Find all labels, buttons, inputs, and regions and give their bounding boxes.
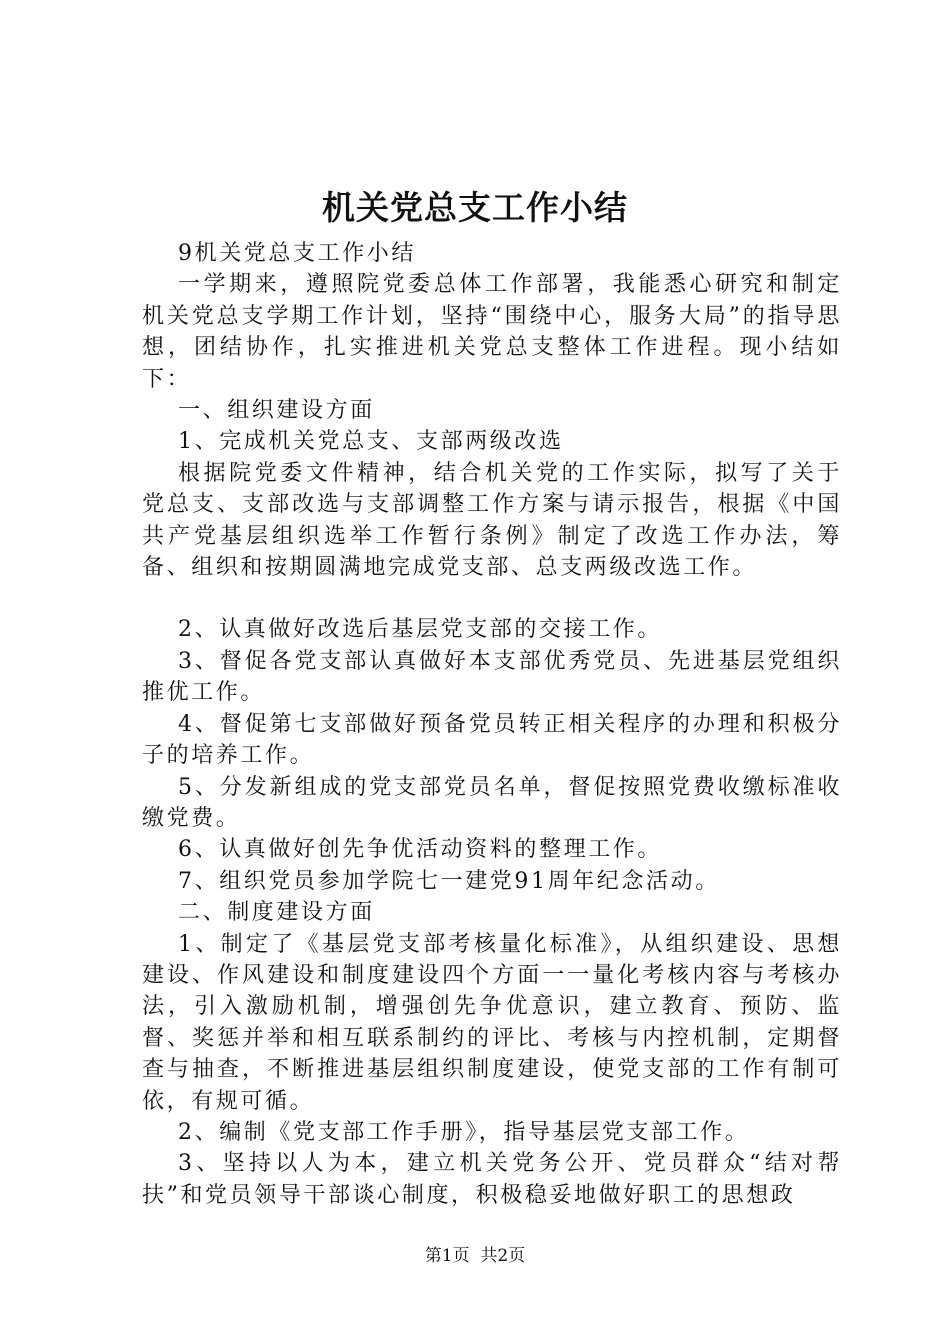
list-item: 3、督促各党支部认真做好本支部优秀党员、先进基层党组织推优工作。 <box>142 648 842 706</box>
list-item: 1、制定了《基层党支部考核量化标准》，从组织建设、思想建设、作风建设和制度建设四个方面一一量化考核内容与考核办法，引入激励机制，增强创先争优意识，建立教育、预防、监督、奖惩并举和相互联系制约的评比、考核与内控机制，定期督查与抽查，不断推进基层组织制度建设，使党支部的工作有制可依，有规可循。 <box>142 931 842 1114</box>
list-item: 2、认真做好改选后基层党支部的交接工作。 <box>178 617 662 643</box>
section-heading-system: 二、制度建设方面 <box>178 900 375 926</box>
document-body <box>142 238 842 1211</box>
list-item: 2、编制《党支部工作手册》，指导基层党支部工作。 <box>178 1119 750 1145</box>
page-total: 共2页 <box>480 1246 526 1266</box>
list-item: 1、完成机关党总支、支部两级改选 <box>178 429 564 455</box>
page-footer <box>0 1244 950 1268</box>
section-heading-organization: 一、组织建设方面 <box>178 398 375 424</box>
list-item: 6、认真做好创先争优活动资料的整理工作。 <box>178 837 662 863</box>
document-title: 机关党总支工作小结 <box>322 188 628 227</box>
subtitle-line: 9机关党总支工作小结 <box>178 241 416 266</box>
body-paragraph: 根据院党委文件精神，结合机关党的工作实际，拟写了关于党总支、支部改选与支部调整工作方案与请示报告，根据《中国共产党基层组织选举工作暂行条例》制定了改选工作办法，筹备、组织和按期圆满地完成党支部、总支两级改选工作。 <box>142 460 842 581</box>
intro-paragraph: 一学期来，遵照院党委总体工作部署，我能悉心研究和制定机关党总支学期工作计划，坚持“围绕中心，服务大局”的指导思想，团结协作，扎实推进机关党总支整体工作进程。现小结如下： <box>142 272 842 392</box>
footer-spacer <box>470 1246 481 1266</box>
page-number: 第1页 <box>424 1246 470 1266</box>
list-item: 3、坚持以人为本，建立机关党务公开、党员群众“结对帮扶”和党员领导干部谈心制度，积极稳妥地做好职工的思想政 <box>142 1151 842 1208</box>
list-item: 7、组织党员参加学院七一建党91周年纪念活动。 <box>178 868 720 894</box>
list-item: 5、分发新组成的党支部党员名单，督促按照党费收缴标准收缴党费。 <box>142 774 842 831</box>
list-item: 4、督促第七支部做好预备党员转正相关程序的办理和积极分子的培养工作。 <box>142 711 842 769</box>
